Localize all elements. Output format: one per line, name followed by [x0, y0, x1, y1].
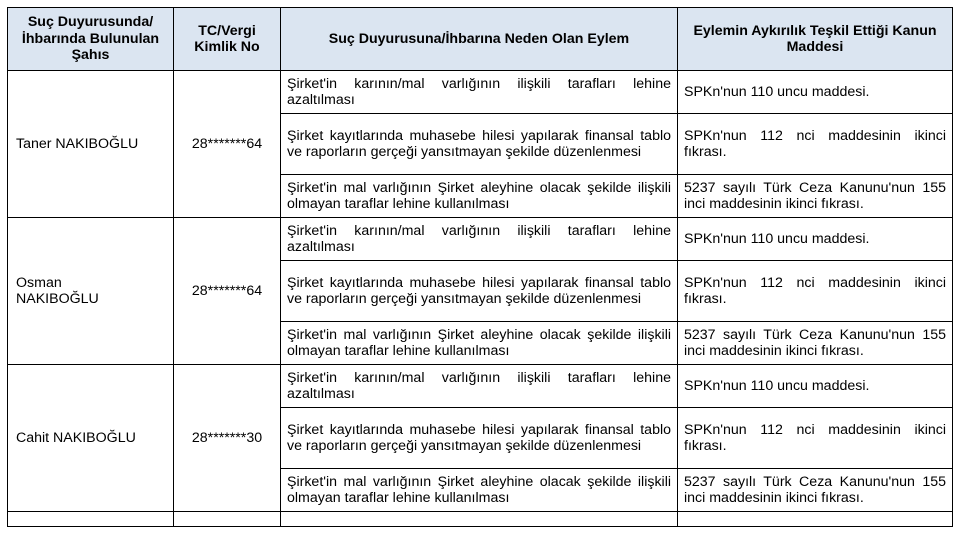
person-tc: 28*******64	[174, 71, 281, 218]
law-cell: SPKn'nun 112 nci maddesinin ikinci fıkrası.	[678, 261, 953, 322]
person-name: Taner NAKIBOĞLU	[8, 71, 174, 218]
law-cell: 5237 sayılı Türk Ceza Kanunu'nun 155 inci maddesinin ikinci fıkrası.	[678, 322, 953, 365]
person-name: Osman NAKIBOĞLU	[8, 218, 174, 365]
law-cell: SPKn'nun 110 uncu maddesi.	[678, 71, 953, 114]
header-law: Eylemin Aykırılık Teşkil Ettiği Kanun Maddesi	[678, 8, 953, 71]
act-cell: Şirket'in karının/mal varlığının ilişkili tarafları lehine azaltılması	[281, 71, 678, 114]
table-row	[8, 71, 953, 114]
act-cell: Şirket'in karının/mal varlığının ilişkili tarafları lehine azaltılması	[281, 218, 678, 261]
person-tc: 28*******64	[174, 218, 281, 365]
header-row	[8, 8, 953, 71]
table-row	[8, 218, 953, 261]
header-act: Suç Duyurusuna/İhbarına Neden Olan Eylem	[281, 8, 678, 71]
person-name: Cahit NAKIBOĞLU	[8, 365, 174, 512]
header-person: Suç Duyurusunda/ İhbarında Bulunulan Şahıs	[8, 8, 174, 71]
empty-cell	[678, 512, 953, 527]
empty-cell	[174, 512, 281, 527]
act-cell: Şirket kayıtlarında muhasebe hilesi yapılarak finansal tablo ve raporların gerçeği yansıtmayan şekilde düzenlenmesi	[281, 261, 678, 322]
act-cell: Şirket'in mal varlığının Şirket aleyhine olacak şekilde ilişkili olmayan taraflar lehine kullanılması	[281, 469, 678, 512]
table-row	[8, 365, 953, 408]
act-cell: Şirket kayıtlarında muhasebe hilesi yapılarak finansal tablo ve raporların gerçeği yansıtmayan şekilde düzenlenmesi	[281, 408, 678, 469]
criminal-complaint-table	[7, 7, 953, 527]
law-cell: SPKn'nun 110 uncu maddesi.	[678, 365, 953, 408]
law-cell: 5237 sayılı Türk Ceza Kanunu'nun 155 inci maddesinin ikinci fıkrası.	[678, 175, 953, 218]
empty-cell	[281, 512, 678, 527]
act-cell: Şirket'in mal varlığının Şirket aleyhine olacak şekilde ilişkili olmayan taraflar lehine kullanılması	[281, 322, 678, 365]
act-cell: Şirket kayıtlarında muhasebe hilesi yapılarak finansal tablo ve raporların gerçeği yansıtmayan şekilde düzenlenmesi	[281, 114, 678, 175]
act-cell: Şirket'in mal varlığının Şirket aleyhine olacak şekilde ilişkili olmayan taraflar lehine kullanılması	[281, 175, 678, 218]
table-row-continued	[8, 512, 953, 527]
law-cell: 5237 sayılı Türk Ceza Kanunu'nun 155 inci maddesinin ikinci fıkrası.	[678, 469, 953, 512]
law-cell: SPKn'nun 110 uncu maddesi.	[678, 218, 953, 261]
law-cell: SPKn'nun 112 nci maddesinin ikinci fıkrası.	[678, 408, 953, 469]
act-cell: Şirket'in karının/mal varlığının ilişkili tarafları lehine azaltılması	[281, 365, 678, 408]
header-tc: TC/Vergi Kimlik No	[174, 8, 281, 71]
empty-cell	[8, 512, 174, 527]
law-cell: SPKn'nun 112 nci maddesinin ikinci fıkrası.	[678, 114, 953, 175]
person-tc: 28*******30	[174, 365, 281, 512]
